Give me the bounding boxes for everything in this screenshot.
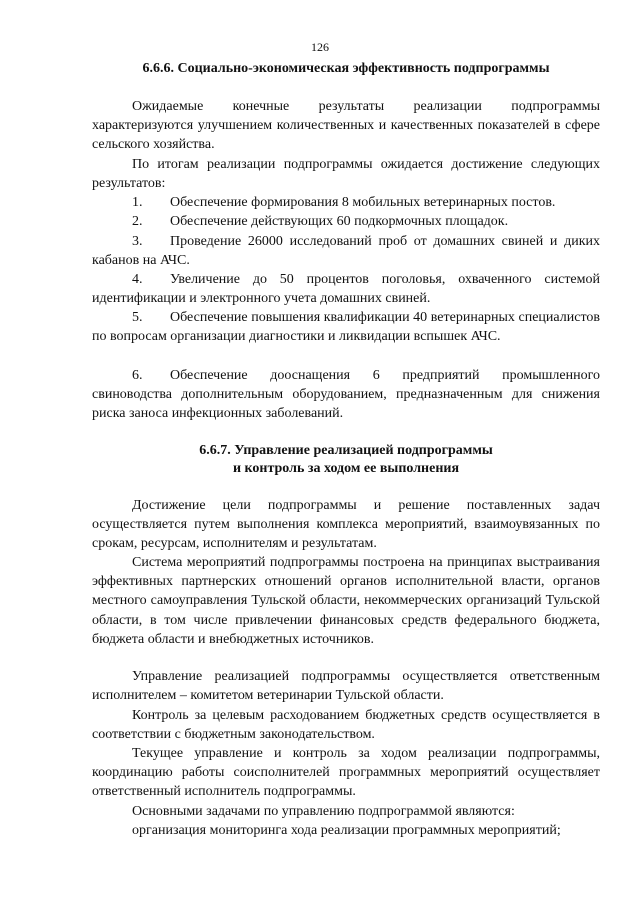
result-item-text: Увеличение до 50 процентов поголовья, охваченного системой идентификации и электронного учета домашних свиней. — [92, 272, 600, 307]
result-item-2 — [92, 212, 600, 231]
section-666-title: 6.6.6. Социально-экономическая эффективность подпрограммы — [142, 61, 550, 76]
result-item-5 — [92, 308, 600, 346]
result-item-6 — [92, 366, 600, 424]
result-item-number: 1. — [132, 195, 143, 210]
section-667-paragraph-4: Контроль за целевым расходованием бюджетных средств осуществляется в соответствии с бюджетным законодательством. — [92, 708, 600, 743]
result-item-text: Обеспечение дооснащения 6 предприятий промышленного свиноводства дополнительным оборудованием, предназначенным для снижения риска заноса инфекционных заболеваний. — [92, 368, 600, 422]
section-667-paragraph-5: Текущее управление и контроль за ходом реализации подпрограммы, координацию работы соисполнителей программных мероприятий осуществляет ответственный исполнитель подпрограммы. — [92, 746, 600, 800]
page-number: 126 — [311, 40, 329, 54]
section-667-paragraph-1: Достижение цели подпрограммы и решение поставленных задач осуществляется путем выполнения комплекса мероприятий, взаимоувязанных по срокам, ресурсам, исполнителям и результатам. — [92, 498, 600, 552]
section-667-paragraph-3: Управление реализацией подпрограммы осуществляется ответственным исполнителем – комитетом ветеринарии Тульской области. — [92, 669, 600, 704]
result-item-number: 4. — [132, 272, 143, 287]
section-667-paragraph-6: Основными задачами по управлению подпрограммой являются: — [132, 804, 515, 819]
section-666-lead: По итогам реализации подпрограммы ожидается достижение следующих результатов: — [92, 157, 600, 192]
result-item-number: 5. — [132, 310, 143, 325]
result-item-text: Проведение 26000 исследований проб от домашних свиней и диких кабанов на АЧС. — [92, 234, 600, 269]
result-item-number: 3. — [132, 234, 143, 249]
result-item-3 — [92, 232, 600, 270]
section-666-intro: Ожидаемые конечные результаты реализации подпрограммы характеризуются улучшением количественных и качественных показателей в сфере сельского хозяйства. — [92, 99, 600, 153]
section-667-title-line-1: 6.6.7. Управление реализацией подпрограммы — [199, 443, 493, 458]
result-item-number: 2. — [132, 214, 143, 229]
result-item-4 — [92, 270, 600, 308]
result-item-number: 6. — [132, 368, 143, 383]
section-667-title-line-2: и контроль за ходом ее выполнения — [232, 461, 460, 476]
result-item-text: Обеспечение действующих 60 подкормочных площадок. — [170, 214, 509, 229]
result-item-text: Обеспечение повышения квалификации 40 ветеринарных специалистов по вопросам организации диагностики и ликвидации вспышек АЧС. — [92, 310, 600, 345]
section-667-paragraph-7: организация мониторинга хода реализации программных мероприятий; — [132, 823, 561, 838]
section-667-paragraph-2: Система мероприятий подпрограммы построена на принципах выстраивания эффективных партнерских отношений органов исполнительной власти, органов местного самоуправления Тульской области, некоммерческих организаций Тульской области, в том числе привлечении финансовых средств федерального бюджета, бюджета области и внебюджетных источников. — [92, 555, 600, 647]
result-item-text: Обеспечение формирования 8 мобильных ветеринарных постов. — [170, 195, 556, 210]
result-item-1 — [92, 193, 600, 212]
